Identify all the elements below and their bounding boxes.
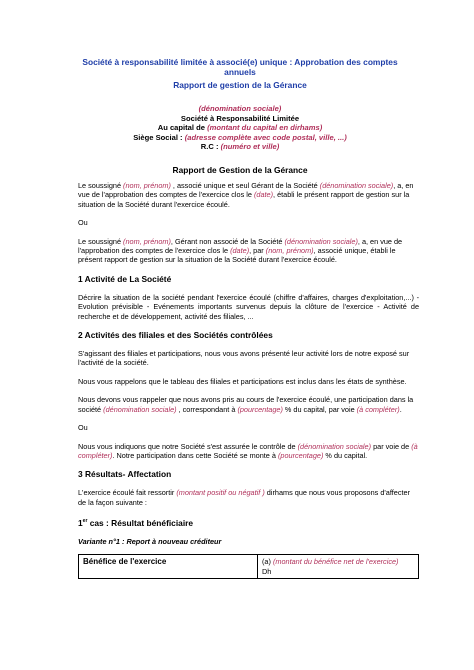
text: , a, en vue de l'approbation des comptes de l'exercice clos le	[78, 181, 414, 200]
or-separator-2: Ou	[78, 423, 88, 433]
placeholder-percentage: (pourcentage)	[277, 450, 324, 460]
section-2-title: 2 Activités des filiales et des Sociétés contrôlées	[78, 330, 273, 341]
document-title-line-2: annuels	[224, 67, 256, 78]
text: Le soussigné	[78, 236, 124, 246]
capital-placeholder: (montant du capital en dirhams)	[207, 123, 323, 133]
table-label-cell: Bénéfice de l'exercice	[79, 555, 258, 578]
seat-placeholder: (adresse complète avec code postal, ville, ...)	[184, 132, 347, 142]
section-3-paragraph-1	[78, 488, 419, 507]
placeholder-name: (nom, prénom)	[123, 181, 171, 190]
placeholder-name: (nom, prénom)	[265, 246, 314, 256]
placeholder-percentage: (pourcentage)	[237, 404, 283, 414]
case-number: 1	[78, 517, 83, 528]
table-value-cell	[258, 555, 419, 578]
capital-label: Au capital de	[157, 123, 208, 133]
company-capital	[70, 123, 410, 133]
text: dirhams que nous vous proposons d'affecter de la façon suivante :	[78, 488, 411, 507]
allocation-table	[78, 554, 419, 578]
text: Nous devons vous rappeler que nous avons pris au cours de l'exercice écoulé, une participation dans la société	[78, 395, 414, 414]
section-2-paragraph-1: S'agissant des filiales et participations, nous vous avons présenté leur activité lors de notre exposé sur l'activité de la société.	[78, 349, 410, 368]
table-row	[79, 555, 419, 578]
document-subtitle: Rapport de gestion de la Gérance	[173, 79, 307, 90]
rc-label: R.C :	[200, 142, 221, 152]
placeholder-company: (dénomination sociale)	[319, 181, 394, 190]
text: . Notre participation dans cette Société se monte à	[112, 450, 278, 460]
section-3-title: 3 Résultats- Affectation	[78, 469, 172, 480]
text: , associé unique, établi le présent rapport de gestion sur la situation de la Société durant l'exercice écoulé.	[78, 246, 396, 265]
section-2-paragraph-4	[78, 442, 419, 461]
text: , correspondant à	[176, 404, 238, 414]
seat-label: Siège Social :	[133, 132, 185, 142]
text: % du capital, par voie	[282, 404, 357, 414]
section-1-text: Décrire la situation de la société pendant l'exercice écoulé (chiffre d'affaires, charges d'exploitation,...) - Evolution prévisible - Evénements importants survenus depuis la clôture de l'exercice - Activité de recherche et de développement, activité des filiales, ...	[78, 292, 419, 321]
text: , Gérant non associé de la Société	[170, 236, 285, 246]
placeholder-date: (date)	[253, 190, 274, 200]
text: (a)	[262, 557, 273, 567]
placeholder-complete: (à compléter)	[78, 441, 418, 460]
company-seat	[70, 133, 410, 143]
company-rc	[70, 142, 410, 152]
intro-paragraph-2	[78, 237, 419, 265]
company-type: Société à Responsabilité Limitée	[180, 113, 300, 123]
section-1-title: 1 Activité de La Société	[78, 273, 172, 284]
placeholder-company: (dénomination sociale)	[103, 404, 177, 414]
placeholder-date: (date)	[230, 246, 250, 256]
case-ordinal: er	[82, 518, 88, 525]
case-1-title	[78, 516, 419, 528]
variant-1-title: Variante n°1 : Report à nouveau créditeur	[78, 536, 222, 546]
placeholder-company: (dénomination sociale)	[284, 236, 358, 246]
report-title: Rapport de Gestion de la Gérance	[172, 165, 308, 175]
placeholder-name: (nom, prénom)	[123, 236, 171, 246]
section-2-paragraph-2: Nous vous rappelons que le tableau des filiales et participations est inclus dans les états de synthèse.	[78, 376, 407, 386]
text: , par	[249, 246, 266, 256]
text: par voie de	[371, 441, 412, 451]
document-header	[60, 57, 420, 90]
text: , associé unique et seul Gérant de la Société	[170, 181, 320, 190]
section-2-paragraph-3	[78, 395, 419, 414]
text: Le soussigné	[78, 181, 124, 190]
company-name-placeholder: (dénomination sociale)	[198, 104, 282, 113]
text: .	[399, 404, 402, 414]
placeholder-net-profit: (montant du bénéfice net de l'exercice)	[272, 557, 399, 567]
text: , a, en vue de l'approbation des comptes de l'exercice clos le	[78, 236, 403, 256]
rc-placeholder: (numéro et ville)	[220, 142, 280, 152]
placeholder-complete: (à compléter)	[356, 404, 400, 414]
text: L'exercice écoulé fait ressortir	[78, 488, 177, 498]
placeholder-amount: (montant positif ou négatif )	[176, 488, 265, 498]
currency-unit: Dh	[262, 566, 272, 576]
case-label: cas : Résultat bénéficiaire	[87, 517, 194, 528]
or-separator-1: Ou	[78, 218, 88, 228]
report-body	[78, 181, 419, 579]
text: , établi le présent rapport de gestion sur la situation de la Société durant l'exercice écoulé.	[78, 190, 410, 209]
text: Nous vous indiquons que notre Société s'est assurée le contrôle de	[78, 441, 298, 451]
placeholder-company: (dénomination sociale)	[297, 441, 372, 451]
document-title-line-1: Société à responsabilité limitée à associé(e) unique : Approbation des comptes	[82, 57, 398, 67]
company-block	[70, 104, 410, 152]
intro-paragraph-1	[78, 181, 419, 209]
text: % du capital.	[323, 450, 368, 460]
